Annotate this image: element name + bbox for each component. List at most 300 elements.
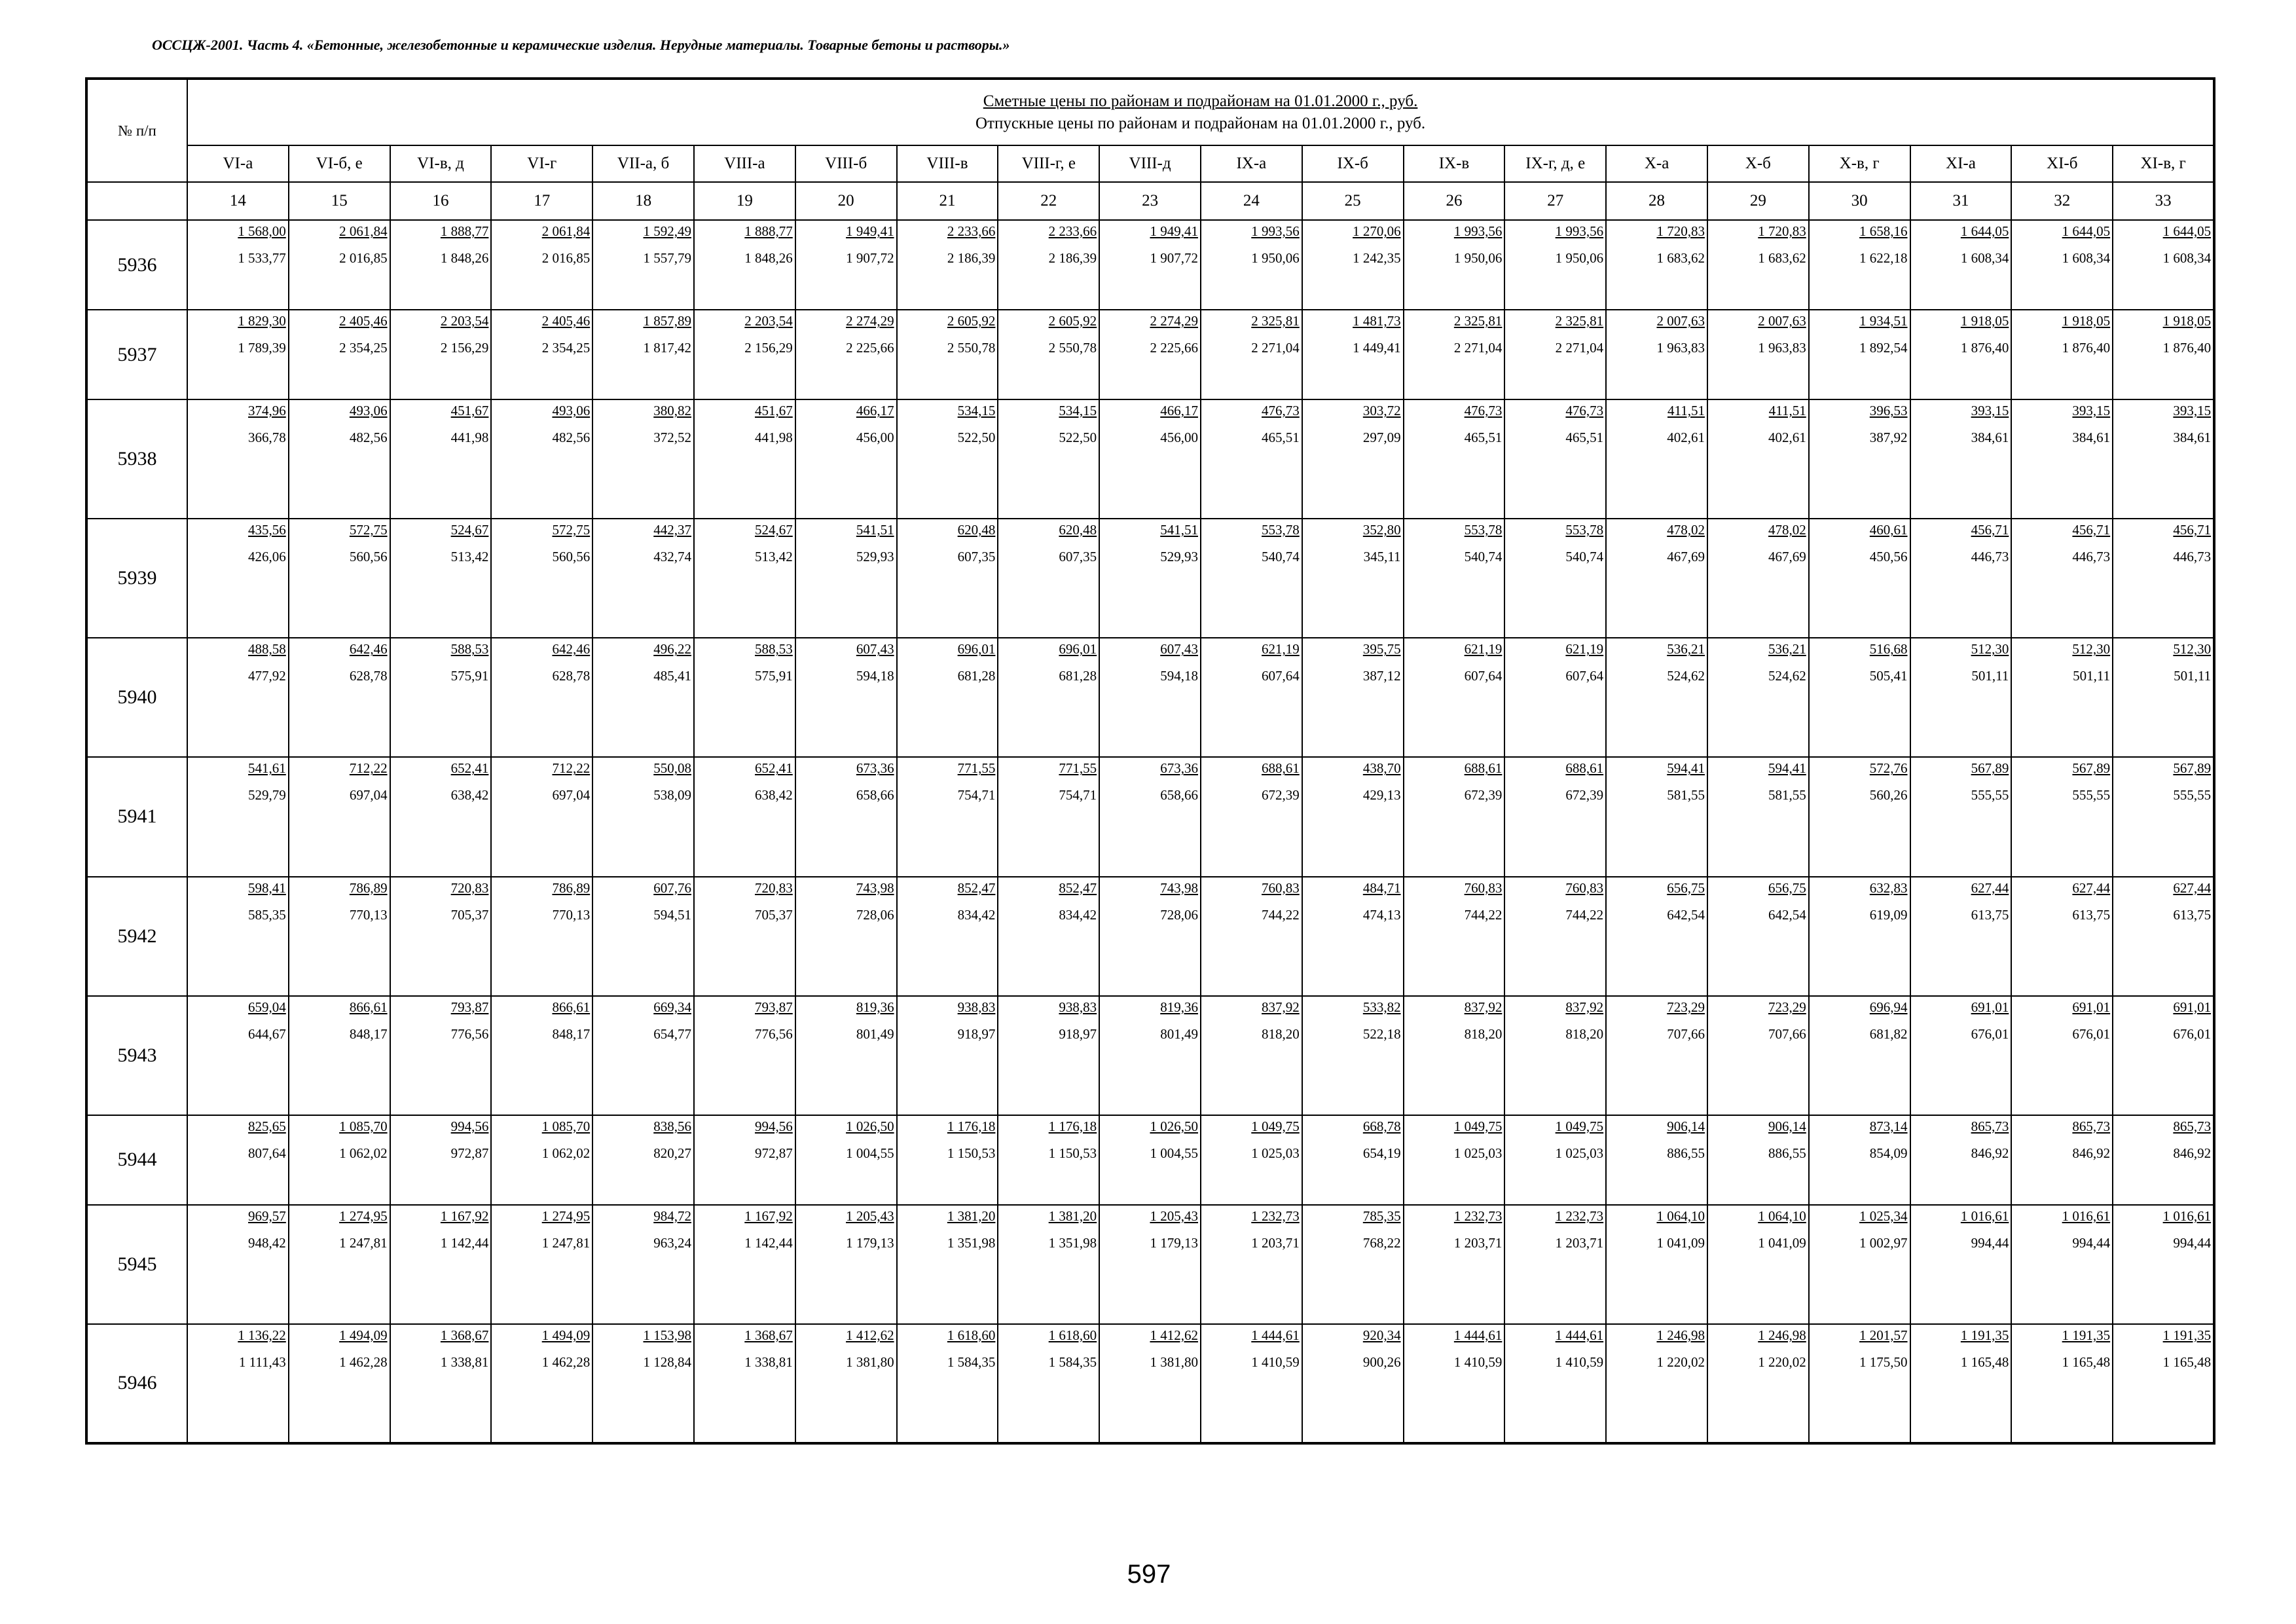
price-cell	[1404, 1205, 1505, 1324]
estimate-price: 786,89	[552, 879, 591, 896]
release-price: 522,50	[957, 430, 996, 446]
release-price: 972,87	[755, 1145, 793, 1161]
region-header: X-в, г	[1809, 145, 1910, 182]
price-cell	[694, 399, 795, 519]
price-cell	[1404, 519, 1505, 638]
price-cell	[1809, 996, 1910, 1115]
row-id: 5946	[86, 1324, 187, 1443]
price-cell	[1910, 757, 2012, 876]
estimate-price: 1 136,22	[238, 1327, 286, 1343]
estimate-price: 588,53	[755, 641, 793, 657]
estimate-price: 1 274,95	[541, 1208, 591, 1224]
price-cell	[1099, 1205, 1201, 1324]
estimate-price: 627,44	[2072, 879, 2111, 896]
release-price: 1 242,35	[1353, 250, 1401, 267]
estimate-price: 720,83	[450, 879, 489, 896]
price-cell	[1606, 757, 1707, 876]
release-price: 366,78	[248, 430, 286, 446]
release-price: 1 111,43	[238, 1354, 286, 1370]
estimate-price: 620,48	[1059, 522, 1097, 538]
price-cell	[289, 757, 390, 876]
price-table	[85, 77, 2215, 1445]
release-price: 594,18	[1160, 668, 1198, 684]
estimate-price: 2 061,84	[339, 223, 388, 240]
estimate-price: 572,75	[349, 522, 388, 538]
estimate-price: 488,58	[248, 641, 286, 657]
estimate-price: 673,36	[856, 760, 894, 777]
price-cell	[1606, 1205, 1707, 1324]
release-price: 1 848,26	[744, 250, 793, 267]
estimate-price: 1 618,60	[1048, 1327, 1097, 1343]
release-price: 642,54	[1768, 906, 1806, 923]
release-price: 846,92	[1971, 1145, 2009, 1161]
estimate-price: 785,35	[1362, 1208, 1401, 1224]
release-price: 1 533,77	[238, 250, 286, 267]
release-price: 1 062,02	[339, 1145, 388, 1161]
estimate-price: 819,36	[1160, 999, 1198, 1015]
price-cell	[897, 399, 998, 519]
estimate-price: 793,87	[450, 999, 489, 1015]
estimate-price: 906,14	[1768, 1118, 1806, 1134]
release-price: 1 876,40	[2162, 340, 2212, 356]
price-cell	[1404, 638, 1505, 757]
release-price: 555,55	[2072, 787, 2111, 803]
release-price: 642,54	[1667, 906, 1705, 923]
region-header: IX-в	[1404, 145, 1505, 182]
price-cell	[998, 519, 1099, 638]
estimate-price: 534,15	[957, 403, 996, 419]
estimate-price: 865,73	[2173, 1118, 2212, 1134]
price-cell	[1201, 310, 1302, 399]
estimate-price: 567,89	[2072, 760, 2111, 777]
price-cell	[1809, 877, 1910, 996]
price-cell	[390, 757, 492, 876]
release-price: 619,09	[1869, 906, 1908, 923]
release-price: 524,62	[1667, 668, 1705, 684]
release-price: 384,61	[2173, 430, 2212, 446]
estimate-price: 865,73	[2072, 1118, 2111, 1134]
release-price: 848,17	[349, 1025, 388, 1042]
estimate-price: 760,83	[1565, 879, 1604, 896]
release-price: 744,22	[1464, 906, 1503, 923]
release-price: 607,35	[957, 549, 996, 565]
price-cell	[1910, 877, 2012, 996]
estimate-price: 1 412,62	[846, 1327, 894, 1343]
release-price: 654,19	[1362, 1145, 1401, 1161]
estimate-price: 380,82	[653, 403, 691, 419]
price-cell	[592, 1205, 694, 1324]
column-number: 18	[592, 182, 694, 220]
price-cell	[491, 1115, 592, 1205]
price-cell	[998, 757, 1099, 876]
price-cell	[1302, 399, 1404, 519]
price-cell	[491, 877, 592, 996]
release-price: 854,09	[1869, 1145, 1908, 1161]
price-cell	[1504, 996, 1606, 1115]
price-cell	[1302, 1324, 1404, 1443]
price-cell	[998, 1115, 1099, 1205]
release-price: 2 271,04	[1555, 340, 1604, 356]
release-price: 754,71	[957, 787, 996, 803]
estimate-price: 627,44	[1971, 879, 2009, 896]
release-price: 607,35	[1059, 549, 1097, 565]
estimate-price: 572,75	[552, 522, 591, 538]
column-number: 28	[1606, 182, 1707, 220]
price-cell	[1504, 1115, 1606, 1205]
price-cell	[795, 399, 897, 519]
release-price: 1 963,83	[1656, 340, 1705, 356]
release-price: 384,61	[2072, 430, 2111, 446]
release-price: 707,66	[1768, 1025, 1806, 1042]
estimate-price: 1 246,98	[1758, 1327, 1806, 1343]
price-cell	[1099, 757, 1201, 876]
estimate-price: 1 153,98	[643, 1327, 691, 1343]
release-price: 705,37	[450, 906, 489, 923]
release-price: 485,41	[653, 668, 691, 684]
release-price: 1 062,02	[541, 1145, 591, 1161]
release-price: 1 410,59	[1453, 1354, 1503, 1370]
price-cell	[694, 519, 795, 638]
row-id: 5938	[86, 399, 187, 519]
price-cell	[998, 399, 1099, 519]
column-number: 24	[1201, 182, 1302, 220]
estimate-price: 1 176,18	[947, 1118, 996, 1134]
price-cell	[1201, 519, 1302, 638]
estimate-price: 594,41	[1768, 760, 1806, 777]
price-cell	[1504, 757, 1606, 876]
price-cell	[998, 996, 1099, 1115]
estimate-price: 1 085,70	[339, 1118, 388, 1134]
estimate-price: 866,61	[552, 999, 591, 1015]
table-row	[86, 996, 2214, 1115]
estimate-price: 493,06	[552, 403, 591, 419]
table-row	[86, 757, 2214, 876]
estimate-price: 906,14	[1667, 1118, 1705, 1134]
estimate-price: 994,56	[450, 1118, 489, 1134]
estimate-price: 652,41	[755, 760, 793, 777]
price-cell	[1606, 638, 1707, 757]
price-cell	[1809, 220, 1910, 310]
estimate-price: 1 644,05	[2162, 223, 2212, 240]
estimate-price: 1 016,61	[2162, 1208, 2212, 1224]
estimate-price: 1 191,35	[1960, 1327, 2009, 1343]
release-price: 658,66	[1160, 787, 1198, 803]
release-price: 1 203,71	[1251, 1234, 1300, 1251]
estimate-price: 393,15	[1971, 403, 2009, 419]
price-cell	[390, 996, 492, 1115]
estimate-price: 1 949,41	[846, 223, 894, 240]
row-number-header: № п/п	[86, 79, 187, 182]
release-price: 994,44	[2072, 1234, 2111, 1251]
price-cell	[187, 220, 289, 310]
estimate-price: 1 246,98	[1656, 1327, 1705, 1343]
price-cell	[592, 519, 694, 638]
release-price: 1 950,06	[1251, 250, 1300, 267]
release-price: 482,56	[552, 430, 591, 446]
estimate-price: 2 061,84	[541, 223, 591, 240]
release-price: 501,11	[2073, 668, 2111, 684]
price-cell	[1404, 399, 1505, 519]
estimate-price: 2 007,63	[1758, 313, 1806, 329]
release-price: 1 351,98	[947, 1234, 996, 1251]
price-cell	[1707, 1115, 1809, 1205]
price-cell	[1404, 310, 1505, 399]
price-cell	[2113, 996, 2214, 1115]
price-cell	[1910, 220, 2012, 310]
release-price: 467,69	[1667, 549, 1705, 565]
price-cell	[1910, 1324, 2012, 1443]
release-price: 450,56	[1869, 549, 1908, 565]
estimate-price: 2 274,29	[846, 313, 894, 329]
price-cell	[897, 1324, 998, 1443]
price-cell	[2011, 757, 2113, 876]
release-price: 529,79	[248, 787, 286, 803]
region-header: IX-а	[1201, 145, 1302, 182]
table-row	[86, 877, 2214, 996]
release-price: 538,09	[653, 787, 691, 803]
price-cell	[2113, 757, 2214, 876]
price-cell	[795, 1205, 897, 1324]
release-price: 728,06	[856, 906, 894, 923]
price-cell	[1606, 877, 1707, 996]
estimate-price: 541,51	[1160, 522, 1198, 538]
price-cell	[694, 996, 795, 1115]
region-header: VI-б, е	[289, 145, 390, 182]
estimate-price: 994,56	[755, 1118, 793, 1134]
price-cell	[390, 519, 492, 638]
estimate-price: 536,21	[1667, 641, 1705, 657]
price-cell	[187, 1205, 289, 1324]
estimate-price: 553,78	[1565, 522, 1604, 538]
column-number: 26	[1404, 182, 1505, 220]
price-cell	[1910, 1115, 2012, 1205]
release-price: 1 584,35	[947, 1354, 996, 1370]
release-price: 529,93	[1160, 549, 1198, 565]
estimate-price: 1 191,35	[2162, 1327, 2212, 1343]
price-cell	[2011, 220, 2113, 310]
estimate-price: 632,83	[1869, 879, 1908, 896]
column-number: 31	[1910, 182, 2012, 220]
estimate-price: 2 233,66	[1048, 223, 1097, 240]
estimate-price: 2 203,54	[440, 313, 489, 329]
release-price: 465,51	[1262, 430, 1300, 446]
estimate-price: 607,76	[653, 879, 691, 896]
price-cell	[289, 1115, 390, 1205]
release-price: 297,09	[1362, 430, 1401, 446]
estimate-price: 1 644,05	[2062, 223, 2111, 240]
price-cell	[1707, 1324, 1809, 1443]
release-price: 505,41	[1869, 668, 1908, 684]
release-price: 402,61	[1768, 430, 1806, 446]
price-cell	[592, 877, 694, 996]
release-price: 994,44	[2173, 1234, 2212, 1251]
price-cell	[2011, 399, 2113, 519]
estimate-price: 2 605,92	[1048, 313, 1097, 329]
price-cell	[998, 310, 1099, 399]
column-number: 27	[1504, 182, 1606, 220]
table-row	[86, 1115, 2214, 1205]
price-cell	[592, 310, 694, 399]
release-price: 522,18	[1362, 1025, 1401, 1042]
price-cell	[289, 519, 390, 638]
price-cell	[694, 310, 795, 399]
release-price: 465,51	[1464, 430, 1503, 446]
estimate-price: 524,67	[755, 522, 793, 538]
release-prices-title: Отпускные цены по районам и подрайонам на 01.01.2000 г., руб.	[975, 114, 1426, 132]
release-price: 801,49	[856, 1025, 894, 1042]
release-price: 744,22	[1262, 906, 1300, 923]
price-cell	[1099, 519, 1201, 638]
release-price: 754,71	[1059, 787, 1097, 803]
region-header: XI-б	[2011, 145, 2113, 182]
estimate-price: 688,61	[1565, 760, 1604, 777]
estimate-price: 920,34	[1362, 1327, 1401, 1343]
release-price: 1 876,40	[1960, 340, 2009, 356]
release-price: 848,17	[552, 1025, 591, 1042]
estimate-price: 723,29	[1768, 999, 1806, 1015]
estimate-price: 1 381,20	[947, 1208, 996, 1224]
release-price: 1 907,72	[1150, 250, 1198, 267]
price-cell	[1099, 996, 1201, 1115]
estimate-price: 2 325,81	[1453, 313, 1503, 329]
estimate-price: 1 049,75	[1453, 1118, 1503, 1134]
price-cell	[1404, 877, 1505, 996]
region-header: VIII-в	[897, 145, 998, 182]
estimate-price: 1 049,75	[1251, 1118, 1300, 1134]
estimate-price: 1 644,05	[1960, 223, 2009, 240]
estimate-price: 435,56	[248, 522, 286, 538]
estimate-price: 512,30	[2173, 641, 2212, 657]
release-price: 540,74	[1565, 549, 1604, 565]
release-price: 387,92	[1869, 430, 1908, 446]
release-price: 2 186,39	[947, 250, 996, 267]
price-cell	[592, 1324, 694, 1443]
release-price: 1 004,55	[846, 1145, 894, 1161]
price-cell	[491, 1205, 592, 1324]
price-cell	[1809, 399, 1910, 519]
release-price: 918,97	[957, 1025, 996, 1042]
estimate-price: 837,92	[1464, 999, 1503, 1015]
estimate-price: 2 203,54	[744, 313, 793, 329]
estimate-price: 1 444,61	[1555, 1327, 1604, 1343]
price-cell	[1606, 220, 1707, 310]
price-cell	[1707, 877, 1809, 996]
release-price: 681,82	[1869, 1025, 1908, 1042]
price-cell	[1809, 519, 1910, 638]
estimate-price: 760,83	[1262, 879, 1300, 896]
release-price: 1 025,03	[1555, 1145, 1604, 1161]
release-price: 474,13	[1362, 906, 1401, 923]
price-cell	[2011, 310, 2113, 399]
estimate-price: 1 829,30	[238, 313, 286, 329]
price-cell	[187, 1115, 289, 1205]
price-cell	[1809, 310, 1910, 399]
price-cell	[1504, 1324, 1606, 1443]
release-price: 372,52	[653, 430, 691, 446]
release-price: 575,91	[450, 668, 489, 684]
price-cell	[390, 1205, 492, 1324]
estimate-price: 1 201,57	[1859, 1327, 1908, 1343]
release-price: 1 002,97	[1859, 1234, 1908, 1251]
estimate-price: 793,87	[755, 999, 793, 1015]
estimate-price: 466,17	[1160, 403, 1198, 419]
estimate-price: 656,75	[1768, 879, 1806, 896]
estimate-price: 493,06	[349, 403, 388, 419]
price-cell	[1302, 1115, 1404, 1205]
release-price: 2 271,04	[1453, 340, 1503, 356]
price-cell	[1707, 310, 1809, 399]
price-cell	[998, 638, 1099, 757]
estimate-price: 659,04	[248, 999, 286, 1015]
price-cell	[1201, 399, 1302, 519]
estimate-price: 621,19	[1565, 641, 1604, 657]
price-cell	[1606, 310, 1707, 399]
release-price: 575,91	[755, 668, 793, 684]
column-number: 33	[2113, 182, 2214, 220]
estimate-price: 668,78	[1362, 1118, 1401, 1134]
release-price: 432,74	[653, 549, 691, 565]
estimate-price: 476,73	[1262, 403, 1300, 419]
region-header: VIII-г, е	[998, 145, 1099, 182]
price-cell	[1404, 996, 1505, 1115]
release-price: 2 354,25	[339, 340, 388, 356]
release-price: 818,20	[1262, 1025, 1300, 1042]
estimate-price: 1 949,41	[1150, 223, 1198, 240]
estimate-price: 374,96	[248, 403, 286, 419]
estimate-price: 1 368,67	[440, 1327, 489, 1343]
release-price: 1 462,28	[339, 1354, 388, 1370]
estimate-price: 594,41	[1667, 760, 1705, 777]
estimate-price: 621,19	[1262, 641, 1300, 657]
price-cell	[897, 1205, 998, 1324]
estimate-price: 743,98	[856, 879, 894, 896]
estimate-price: 1 568,00	[238, 223, 286, 240]
release-price: 441,98	[755, 430, 793, 446]
estimate-prices-title: Сметные цены по районам и подрайонам на 01.01.2000 г., руб.	[983, 92, 1418, 110]
estimate-price: 512,30	[1971, 641, 2009, 657]
price-cell	[1809, 1115, 1910, 1205]
price-cell	[187, 996, 289, 1115]
price-cell	[1707, 638, 1809, 757]
price-cell	[1404, 757, 1505, 876]
estimate-price: 1 993,56	[1453, 223, 1503, 240]
release-price: 513,42	[450, 549, 489, 565]
price-cell	[2011, 519, 2113, 638]
estimate-price: 712,22	[552, 760, 591, 777]
price-cell	[1504, 877, 1606, 996]
estimate-price: 607,43	[1160, 641, 1198, 657]
price-cell	[592, 757, 694, 876]
estimate-price: 1 888,77	[744, 223, 793, 240]
release-price: 638,42	[450, 787, 489, 803]
estimate-price: 1 658,16	[1859, 223, 1908, 240]
estimate-price: 1 993,56	[1555, 223, 1604, 240]
release-price: 1 622,18	[1859, 250, 1908, 267]
release-price: 446,73	[1971, 549, 2009, 565]
release-price: 1 338,81	[744, 1354, 793, 1370]
release-price: 948,42	[248, 1234, 286, 1251]
release-price: 477,92	[248, 668, 286, 684]
estimate-price: 1 270,06	[1353, 223, 1401, 240]
release-price: 522,50	[1059, 430, 1097, 446]
release-price: 446,73	[2072, 549, 2111, 565]
price-cell	[1606, 399, 1707, 519]
estimate-price: 534,15	[1059, 403, 1097, 419]
price-cell	[1404, 220, 1505, 310]
price-cell	[795, 220, 897, 310]
price-cell	[491, 519, 592, 638]
price-cell	[187, 877, 289, 996]
